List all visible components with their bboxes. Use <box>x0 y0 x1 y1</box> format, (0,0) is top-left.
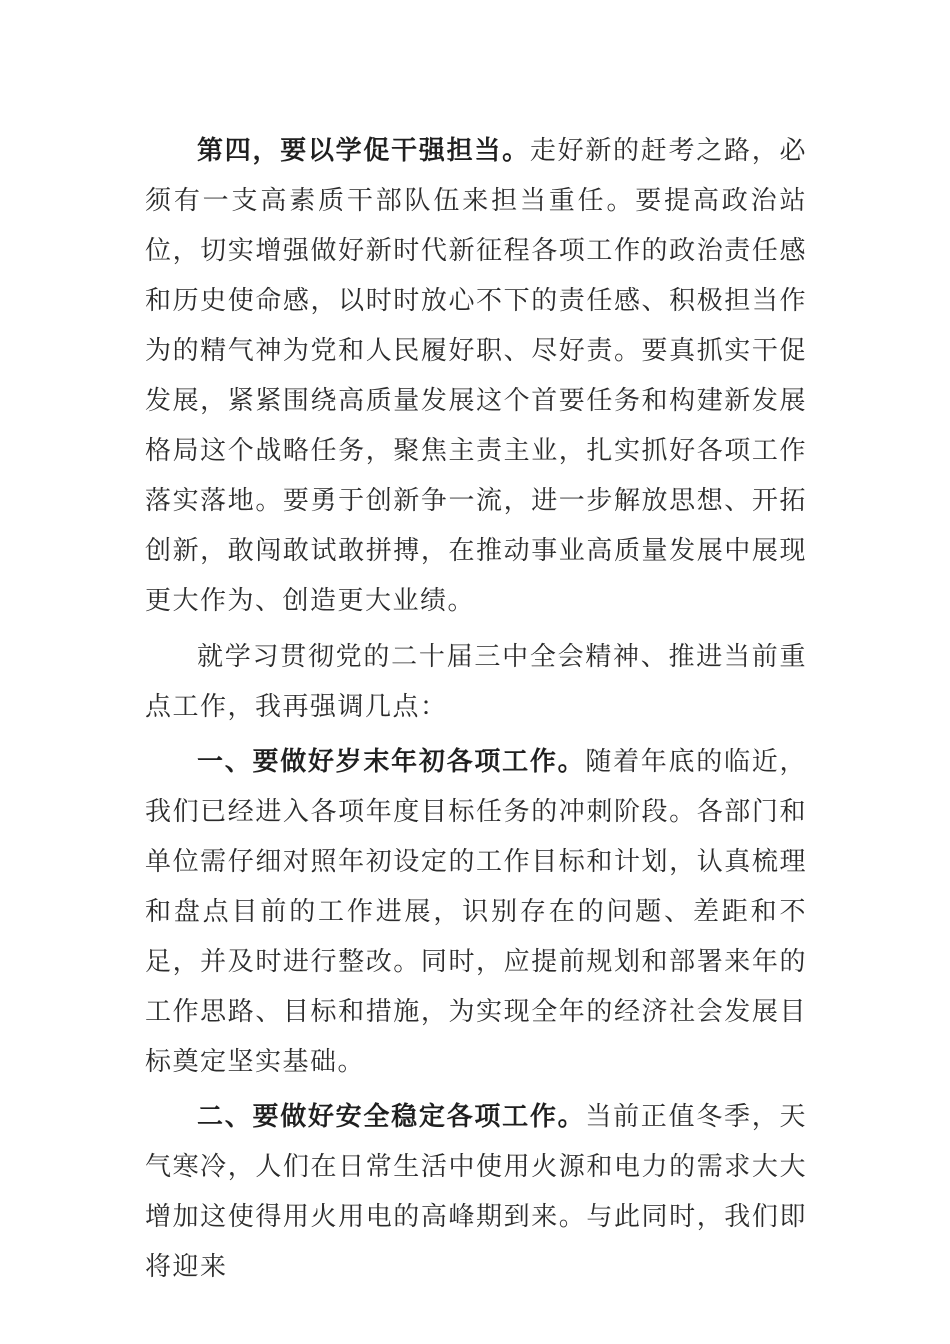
paragraph-intro-emphasis <box>145 632 807 732</box>
paragraph-point-two <box>145 1092 807 1292</box>
document-body <box>145 126 807 1297</box>
paragraph-heading: 二、要做好安全稳定各项工作。 <box>197 1102 586 1132</box>
paragraph-text: 走好新的赶考之路，必须有一支高素质干部队伍来担当重任。要提高政治站位，切实增强做好新时代新征程各项工作的政治责任感和历史使命感，以时时放心不下的责任感、积极担当作为的精气神为党和人民履好职、尽好责。要真抓实干促发展，紧紧围绕高质量发展这个首要任务和构建新发展格局这个战略任务，聚焦主责主业，扎实抓好各项工作落实落地。要勇于创新争一流，进一步解放思想、开拓创新，敢闯敢试敢拼搏，在推动事业高质量发展中展现更大作为、创造更大业绩。 <box>145 136 807 616</box>
paragraph-text: 当前正值冬季，天气寒冷，人们在日常生活中使用火源和电力的需求大大增加这使得用火用电的高峰期到来。与此同时，我们即将迎来 <box>145 1102 807 1282</box>
paragraph-fourth-point <box>145 126 807 626</box>
paragraph-heading: 第四，要以学促干强担当。 <box>197 136 530 166</box>
paragraph-text: 就学习贯彻党的二十届三中全会精神、推进当前重点工作，我再强调几点： <box>145 642 807 722</box>
paragraph-heading: 一、要做好岁末年初各项工作。 <box>197 747 586 777</box>
paragraph-point-one <box>145 737 807 1087</box>
paragraph-text: 随着年底的临近，我们已经进入各项年度目标任务的冲刺阶段。各部门和单位需仔细对照年初设定的工作目标和计划，认真梳理和盘点目前的工作进展，识别存在的问题、差距和不足，并及时进行整改。同时，应提前规划和部署来年的工作思路、目标和措施，为实现全年的经济社会发展目标奠定坚实基础。 <box>145 747 807 1077</box>
